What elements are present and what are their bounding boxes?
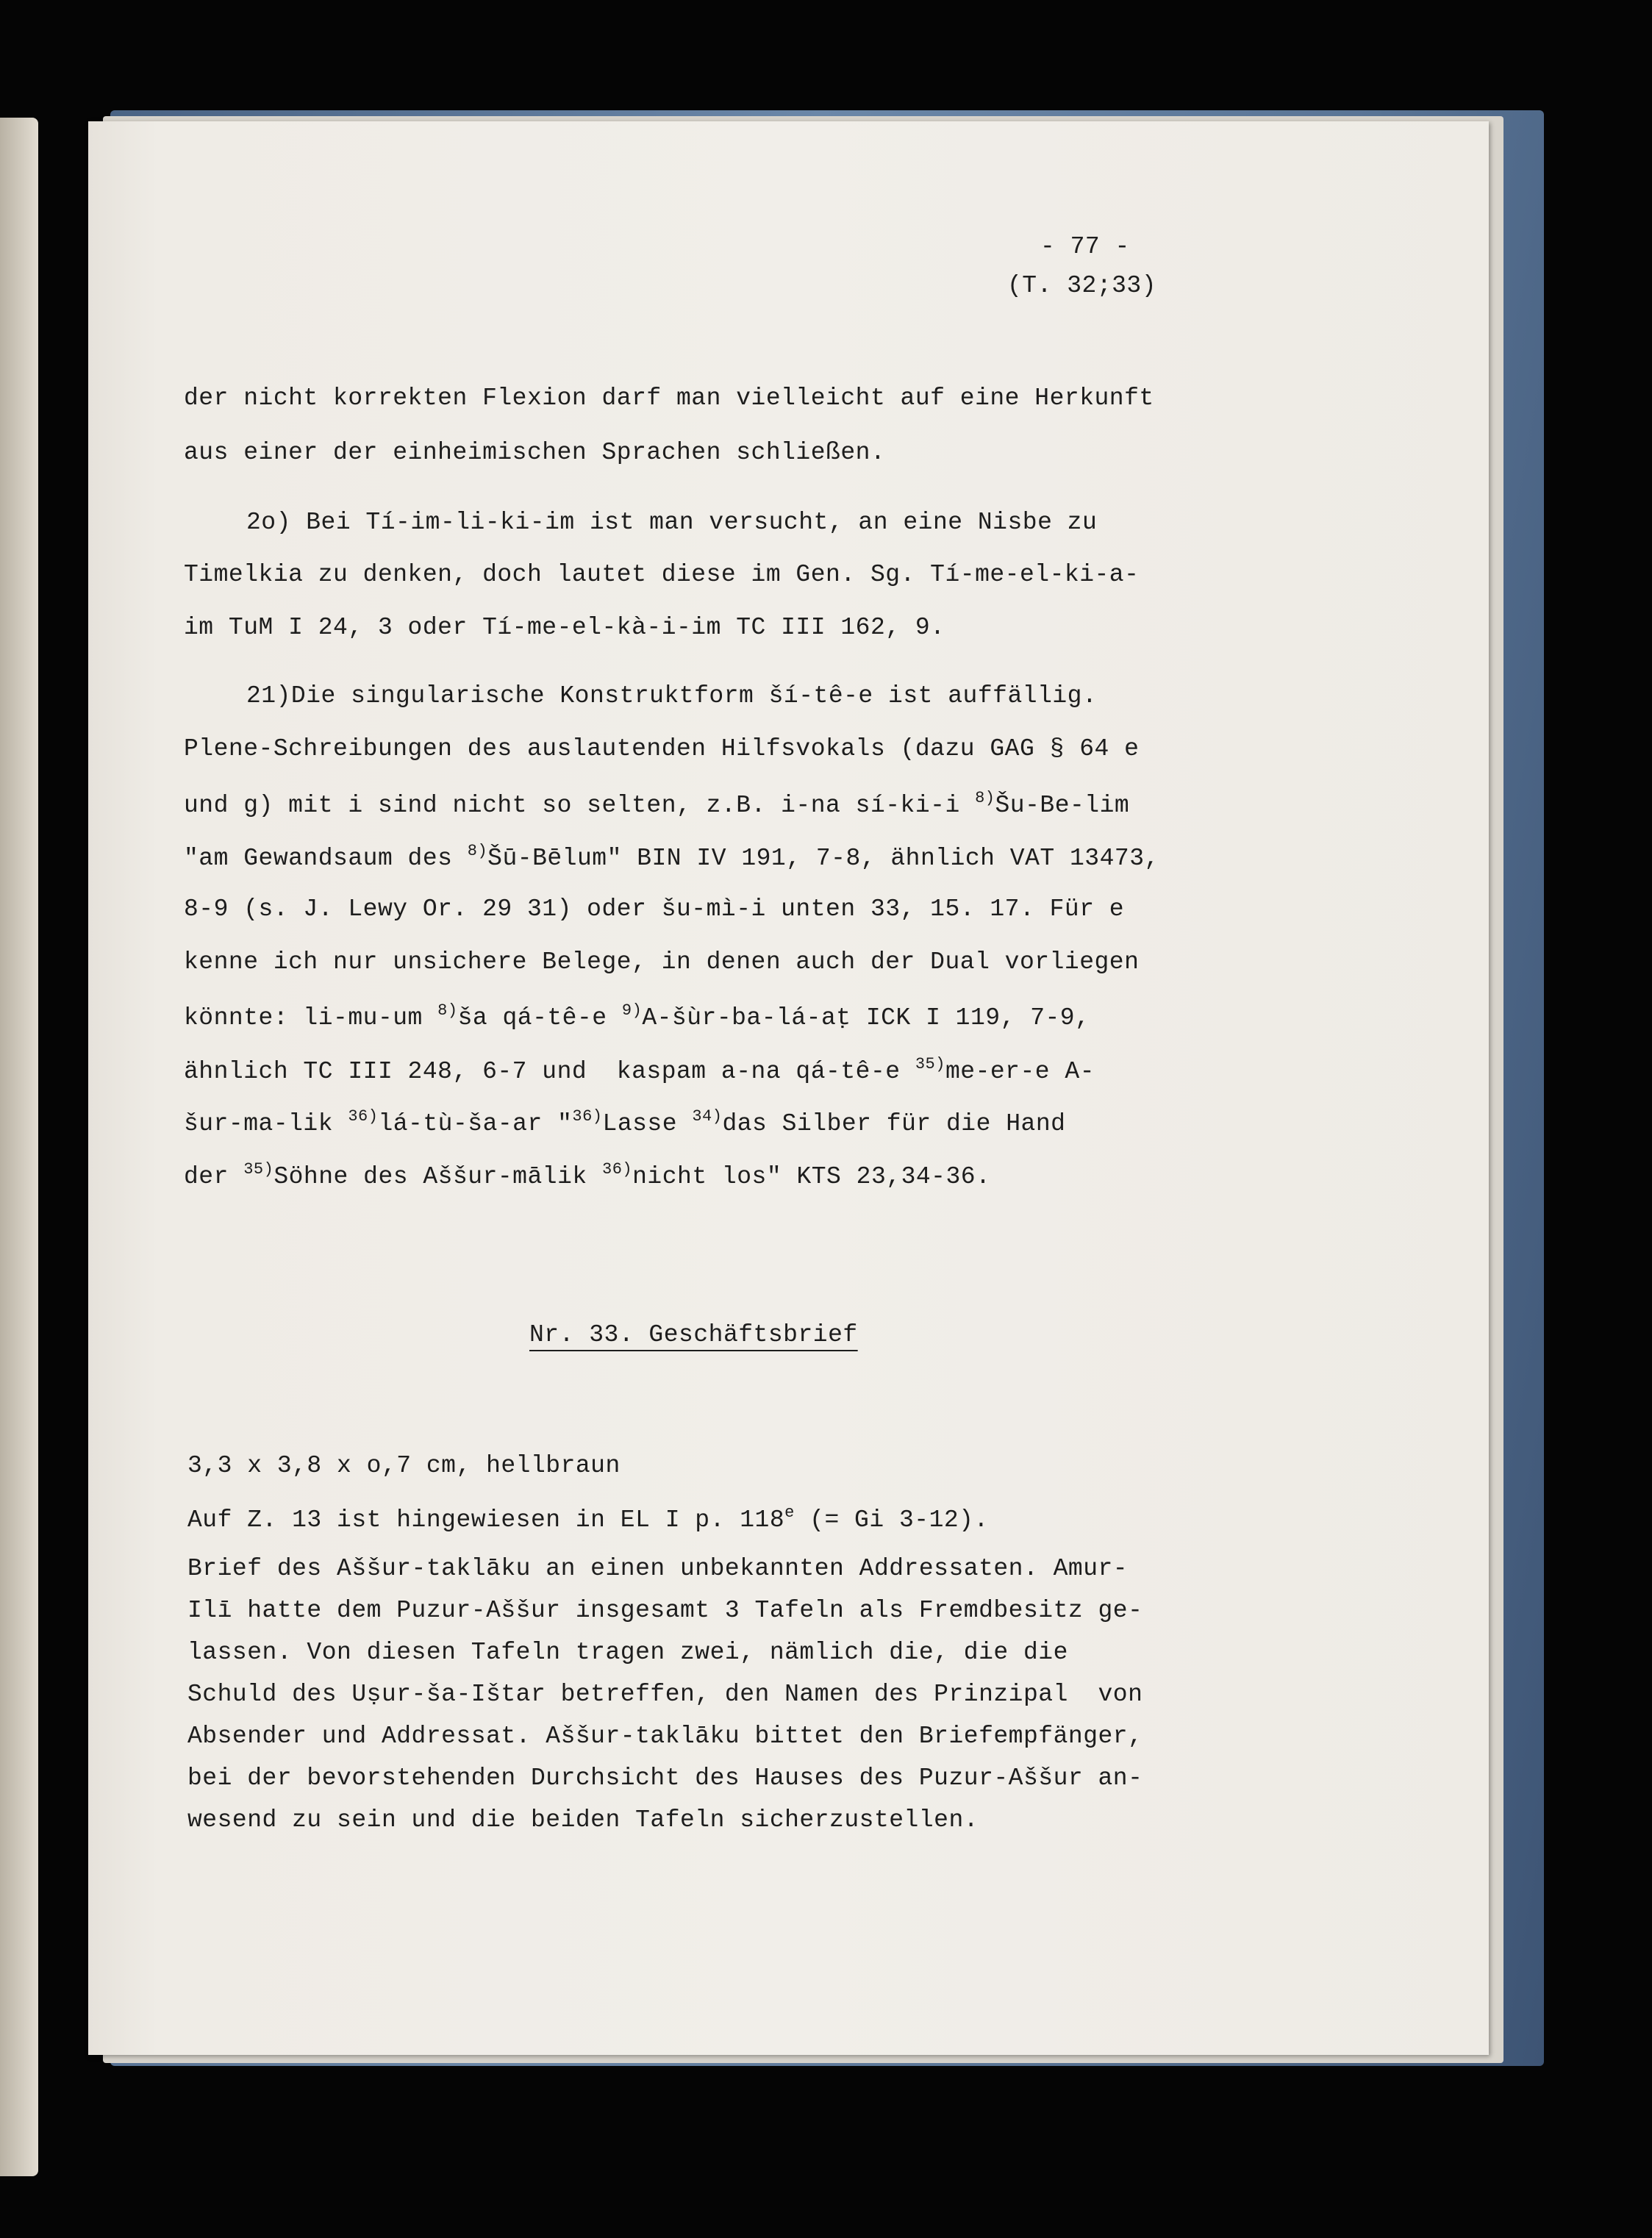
summary-line: Ilī hatte dem Puzur-Aššur insgesamt 3 Tafeln als Fremdbesitz ge- xyxy=(187,1597,1143,1624)
page-reference: (T. 32;33) xyxy=(1007,272,1157,299)
note-21-line: könnte: li-mu-um $^{8)}$ša qá-tê-e $^{9)}$A-šùr-ba-lá-aṭ ICK I 119, 7-9, xyxy=(184,1001,1090,1032)
summary-line: lassen. Von diesen Tafeln tragen zwei, nämlich die, die die xyxy=(187,1639,1068,1666)
paragraph-line: aus einer der einheimischen Sprachen schließen. xyxy=(184,439,886,466)
tablet-dimensions: 3,3 x 3,8 x o,7 cm, hellbraun xyxy=(187,1452,621,1479)
note-21-line: 8-9 (s. J. Lewy Or. 29 31) oder šu-mì-i unten 33, 15. 17. Für e xyxy=(184,895,1125,923)
note-21-line: der $^{35)}$Söhne des Aššur-mālik $^{36)}$nicht los" KTS 23,34-36. xyxy=(184,1160,991,1190)
note-21-line: ähnlich TC III 248, 6-7 und kaspam a-na qá-tê-e $^{35)}$me-er-e A- xyxy=(184,1055,1095,1085)
note-21-line: kenne ich nur unsichere Belege, in denen auch der Dual vorliegen xyxy=(184,948,1140,976)
summary-line: Schuld des Uṣur-ša-Ištar betreffen, den Namen des Prinzipal von xyxy=(187,1681,1143,1708)
summary-line: Brief des Aššur-taklāku an einen unbekannten Addressaten. Amur- xyxy=(187,1555,1129,1582)
summary-line: Absender und Addressat. Aššur-taklāku bittet den Briefempfänger, xyxy=(187,1723,1143,1750)
summary-line: wesend zu sein und die beiden Tafeln sicherzustellen. xyxy=(187,1806,979,1834)
note-21-line: šur-ma-lik $^{36)}$lá-tù-ša-ar "$^{36)}$Lasse $^{34)}$das Silber für die Hand xyxy=(184,1107,1066,1137)
note-20-line: 2o) Bei Tí-im-li-ki-im ist man versucht, an eine Nisbe zu xyxy=(246,509,1098,536)
paragraph-line: der nicht korrekten Flexion darf man vielleicht auf eine Herkunft xyxy=(184,385,1154,412)
document-page xyxy=(88,121,1489,2055)
summary-line: bei der bevorstehenden Durchsicht des Hauses des Puzur-Aššur an- xyxy=(187,1765,1143,1792)
reference-line: Auf Z. 13 ist hingewiesen in EL I p. 118e (= Gi 3-12). xyxy=(187,1504,989,1534)
note-21-line: "am Gewandsaum des $^{8)}$Šū-Bēlum" BIN IV 191, 7-8, ähnlich VAT 13473, xyxy=(184,842,1159,872)
section-heading: Nr. 33. Geschäftsbrief xyxy=(529,1321,858,1348)
note-20-line: Timelkia zu denken, doch lautet diese im Gen. Sg. Tí-me-el-ki-a- xyxy=(184,561,1140,588)
note-20-line: im TuM I 24, 3 oder Tí-me-el-kà-i-im TC III 162, 9. xyxy=(184,614,945,641)
page-number: - 77 - xyxy=(1040,233,1130,260)
left-page-edge xyxy=(0,118,38,2176)
note-21-line: 21)Die singularische Konstruktform ší-tê-e ist auffällig. xyxy=(246,682,1098,709)
note-21-line: Plene-Schreibungen des auslautenden Hilfsvokals (dazu GAG § 64 e xyxy=(184,735,1140,762)
note-21-line: und g) mit i sind nicht so selten, z.B. i-na sí-ki-i $^{8)}$Šu-Be-lim xyxy=(184,789,1130,819)
